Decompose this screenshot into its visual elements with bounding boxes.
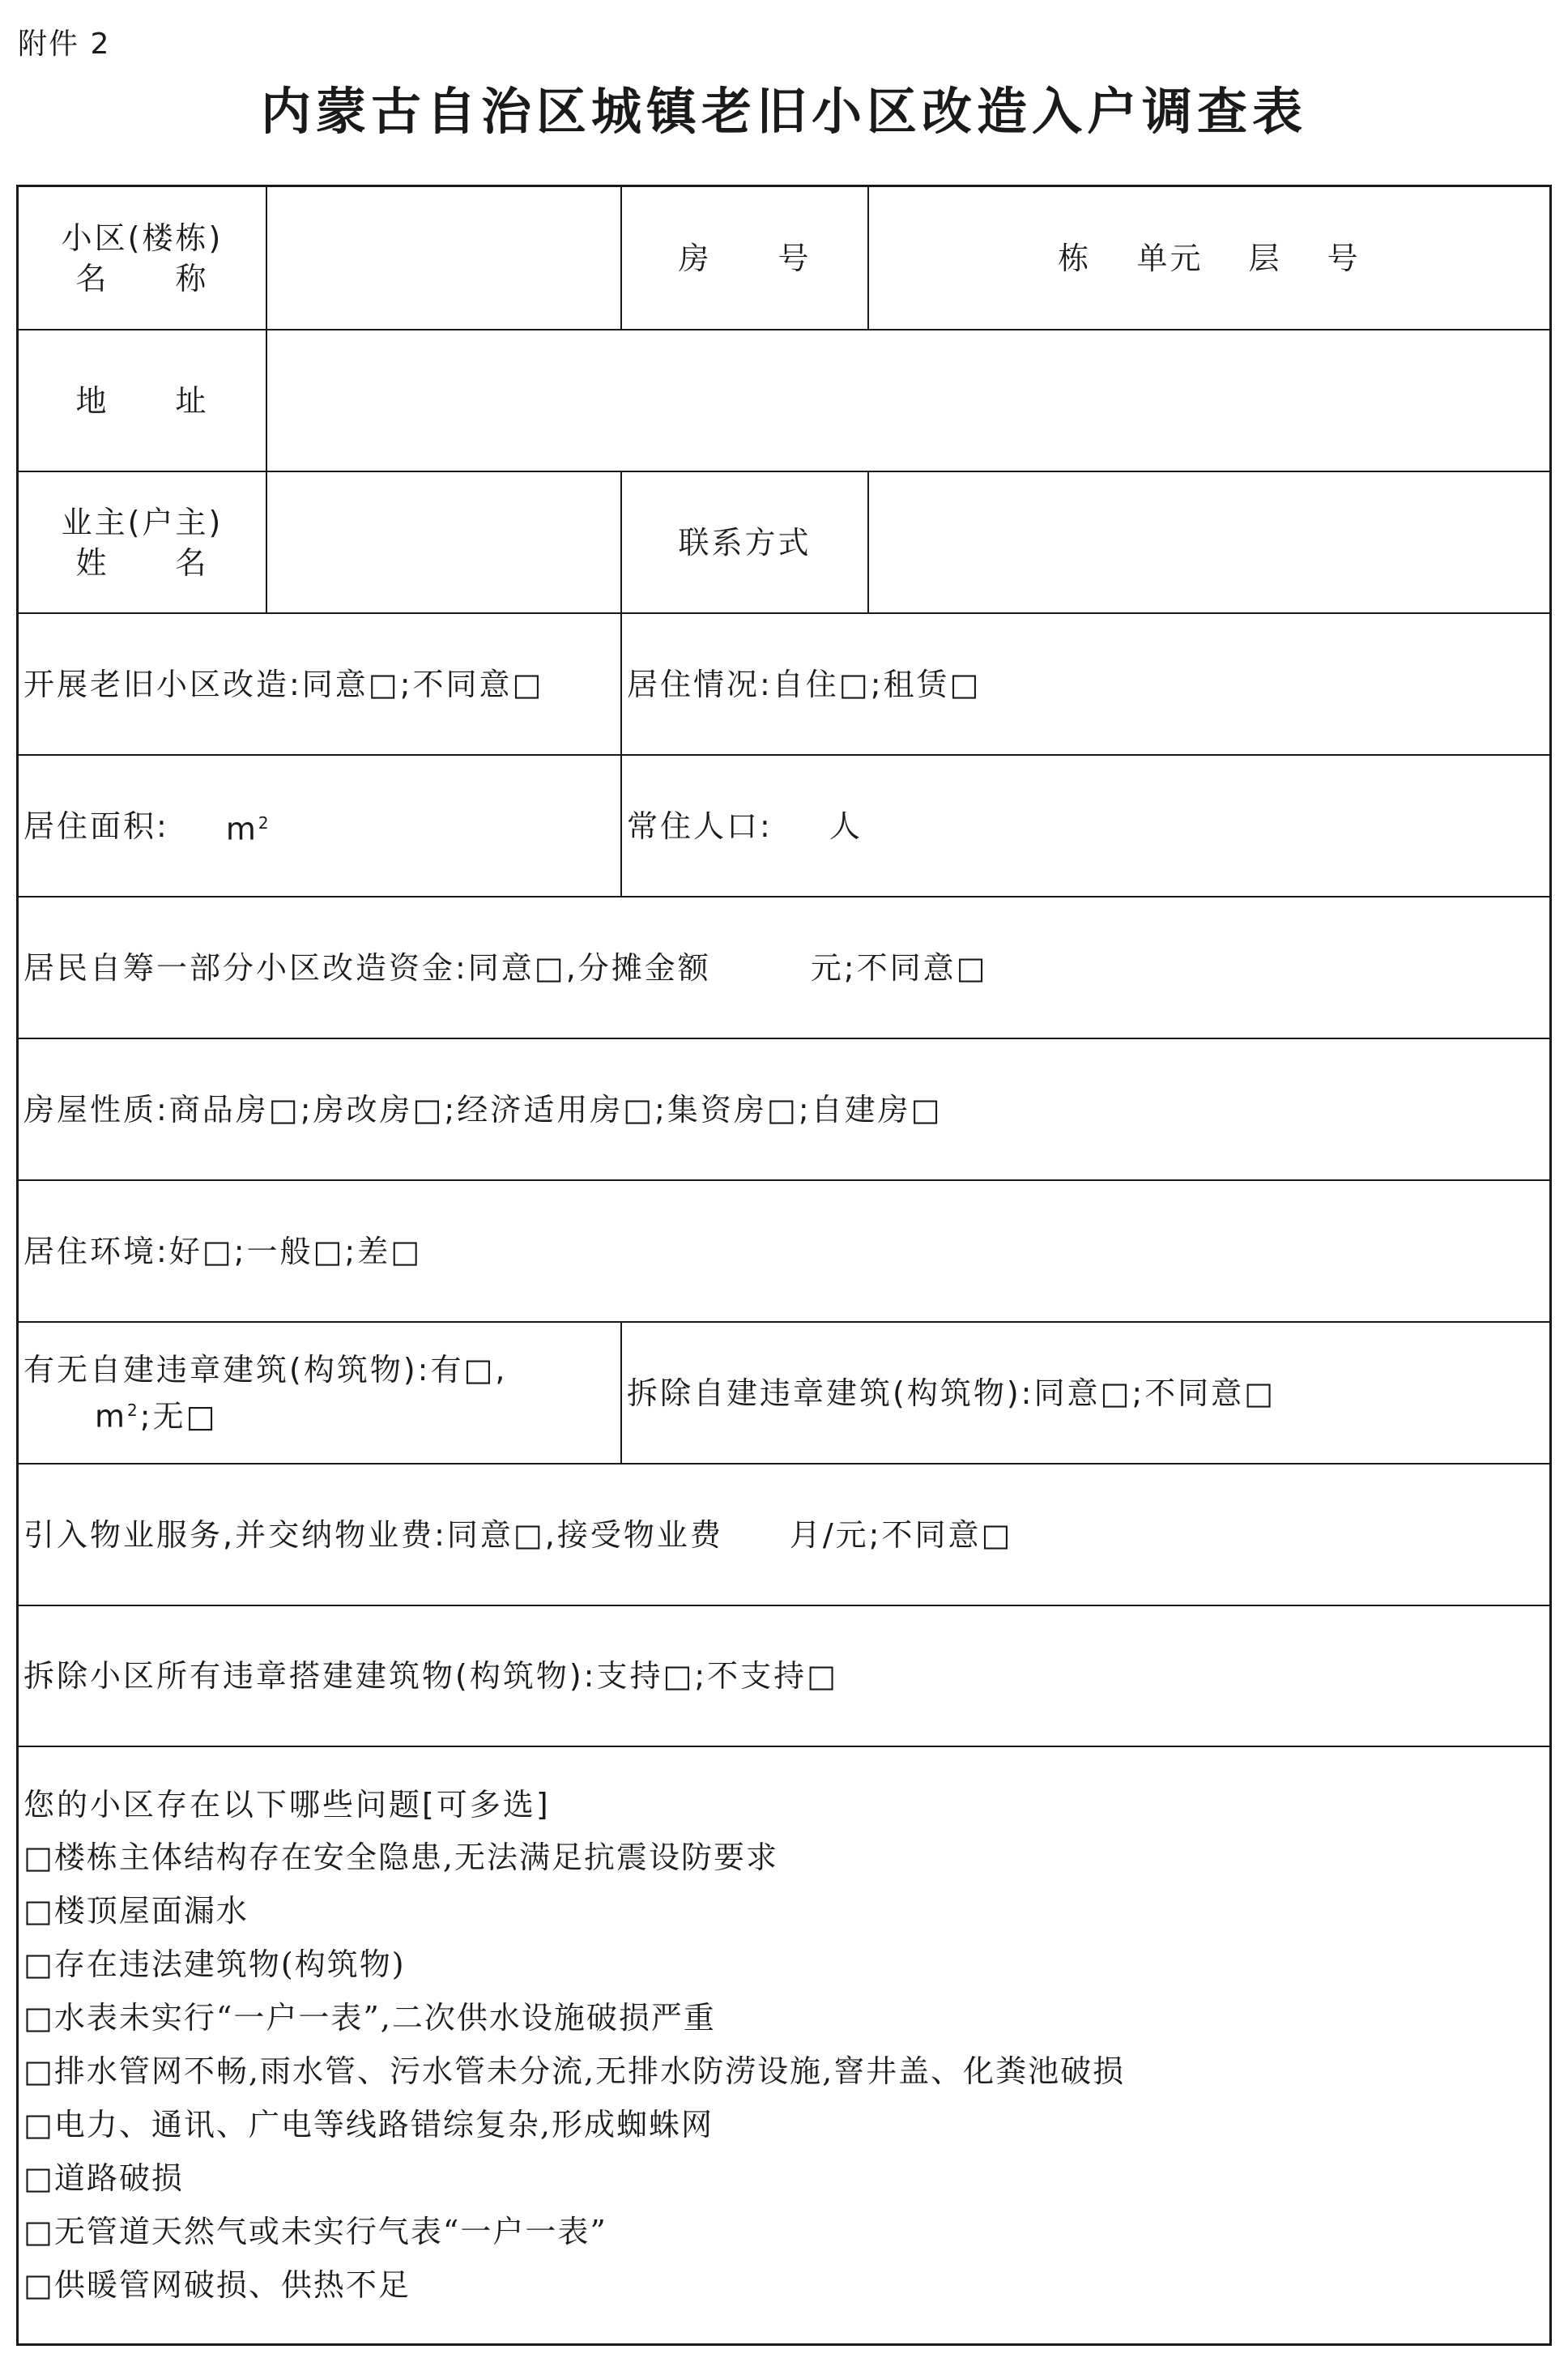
demolish-all-support[interactable]: 拆除小区所有违章搭建建筑物(构筑物):支持□;不支持□	[23, 1658, 839, 1694]
row-owner	[19, 472, 1549, 614]
issue-item[interactable]: □无管道天然气或未实行气表“一户一表”	[23, 2214, 607, 2249]
issue-item[interactable]: □水表未实行“一户一表”,二次供水设施破损严重	[23, 2000, 716, 2036]
issues-title: 您的小区存在以下哪些问题[可多选]	[23, 1787, 551, 1823]
issue-item[interactable]: □楼栋主体结构存在安全隐患,无法满足抗震设防要求	[23, 1840, 778, 1875]
community-label-line2: 名 称	[75, 260, 209, 296]
owner-label-line2: 姓 名	[75, 544, 209, 581]
row-house-type	[19, 1039, 1549, 1181]
property-service-consent[interactable]: 引入物业服务,并交纳物业费:同意□,接受物业费 月/元;不同意□	[23, 1516, 1013, 1553]
address-input[interactable]	[267, 330, 1549, 471]
area-unit: $m^2$	[225, 811, 271, 847]
self-funding-consent[interactable]: 居民自筹一部分小区改造资金:同意□,分摊金额 元;不同意□	[23, 949, 988, 986]
row-demolish-all	[19, 1606, 1549, 1747]
owner-name-input[interactable]	[267, 472, 620, 612]
living-area-label: 居住面积:	[23, 808, 169, 844]
illegal-building-line2: $m^2$;无□	[95, 1398, 218, 1435]
row-illegal-building	[19, 1323, 1549, 1465]
contact-input[interactable]	[869, 472, 1549, 612]
owner-label-cell	[19, 472, 266, 612]
row-community	[19, 187, 1549, 330]
residence-status[interactable]: 居住情况:自住□;租赁□	[627, 666, 982, 702]
issue-item[interactable]: □排水管网不畅,雨水管、污水管未分流,无排水防涝设施,窨井盖、化粪池破损	[23, 2053, 1126, 2089]
owner-label-line1: 业主(户主)	[61, 504, 224, 540]
attachment-label: 附件 2	[18, 28, 111, 61]
page-title: 内蒙古自治区城镇老旧小区改造入户调查表	[260, 82, 1307, 141]
community-name-input[interactable]	[267, 187, 620, 329]
room-label: 房 号	[678, 240, 812, 276]
living-area-field[interactable]	[19, 756, 620, 896]
renovation-consent[interactable]: 开展老旧小区改造:同意□;不同意□	[23, 666, 544, 702]
living-environment-options[interactable]: 居住环境:好□;一般□;差□	[23, 1233, 423, 1269]
community-label-cell	[19, 187, 266, 329]
row-property	[19, 1465, 1549, 1606]
row-address	[19, 330, 1549, 472]
house-type-options[interactable]: 房屋性质:商品房□;房改房□;经济适用房□;集资房□;自建房□	[23, 1091, 943, 1128]
population-field[interactable]	[622, 756, 1549, 896]
illegal-building-line1: 有无自建违章建筑(构筑物):有□,	[23, 1351, 508, 1388]
survey-form	[16, 185, 1552, 2346]
row-environment	[19, 1181, 1549, 1323]
population-label: 常住人口:	[627, 808, 773, 844]
row-area	[19, 756, 1549, 897]
demolish-own-consent[interactable]: 拆除自建违章建筑(构筑物):同意□;不同意□	[627, 1375, 1276, 1411]
issue-item[interactable]: □道路破损	[23, 2160, 184, 2196]
community-label-line1: 小区(楼栋)	[61, 220, 224, 256]
population-unit: 人	[829, 808, 863, 844]
row-renovation	[19, 614, 1549, 756]
contact-label: 联系方式	[678, 524, 812, 561]
address-label: 地 址	[75, 382, 209, 419]
issue-item[interactable]: □供暖管网破损、供热不足	[23, 2267, 411, 2303]
issue-item[interactable]: □电力、通讯、广电等线路错综复杂,形成蜘蛛网	[23, 2107, 714, 2142]
room-number-input[interactable]: 栋 单元 层 号	[1058, 240, 1361, 276]
illegal-building-field[interactable]	[19, 1323, 620, 1463]
row-fund	[19, 897, 1549, 1039]
issue-item[interactable]: □楼顶屋面漏水	[23, 1893, 249, 1929]
issue-item[interactable]: □存在违法建筑物(构筑物)	[23, 1946, 406, 1982]
